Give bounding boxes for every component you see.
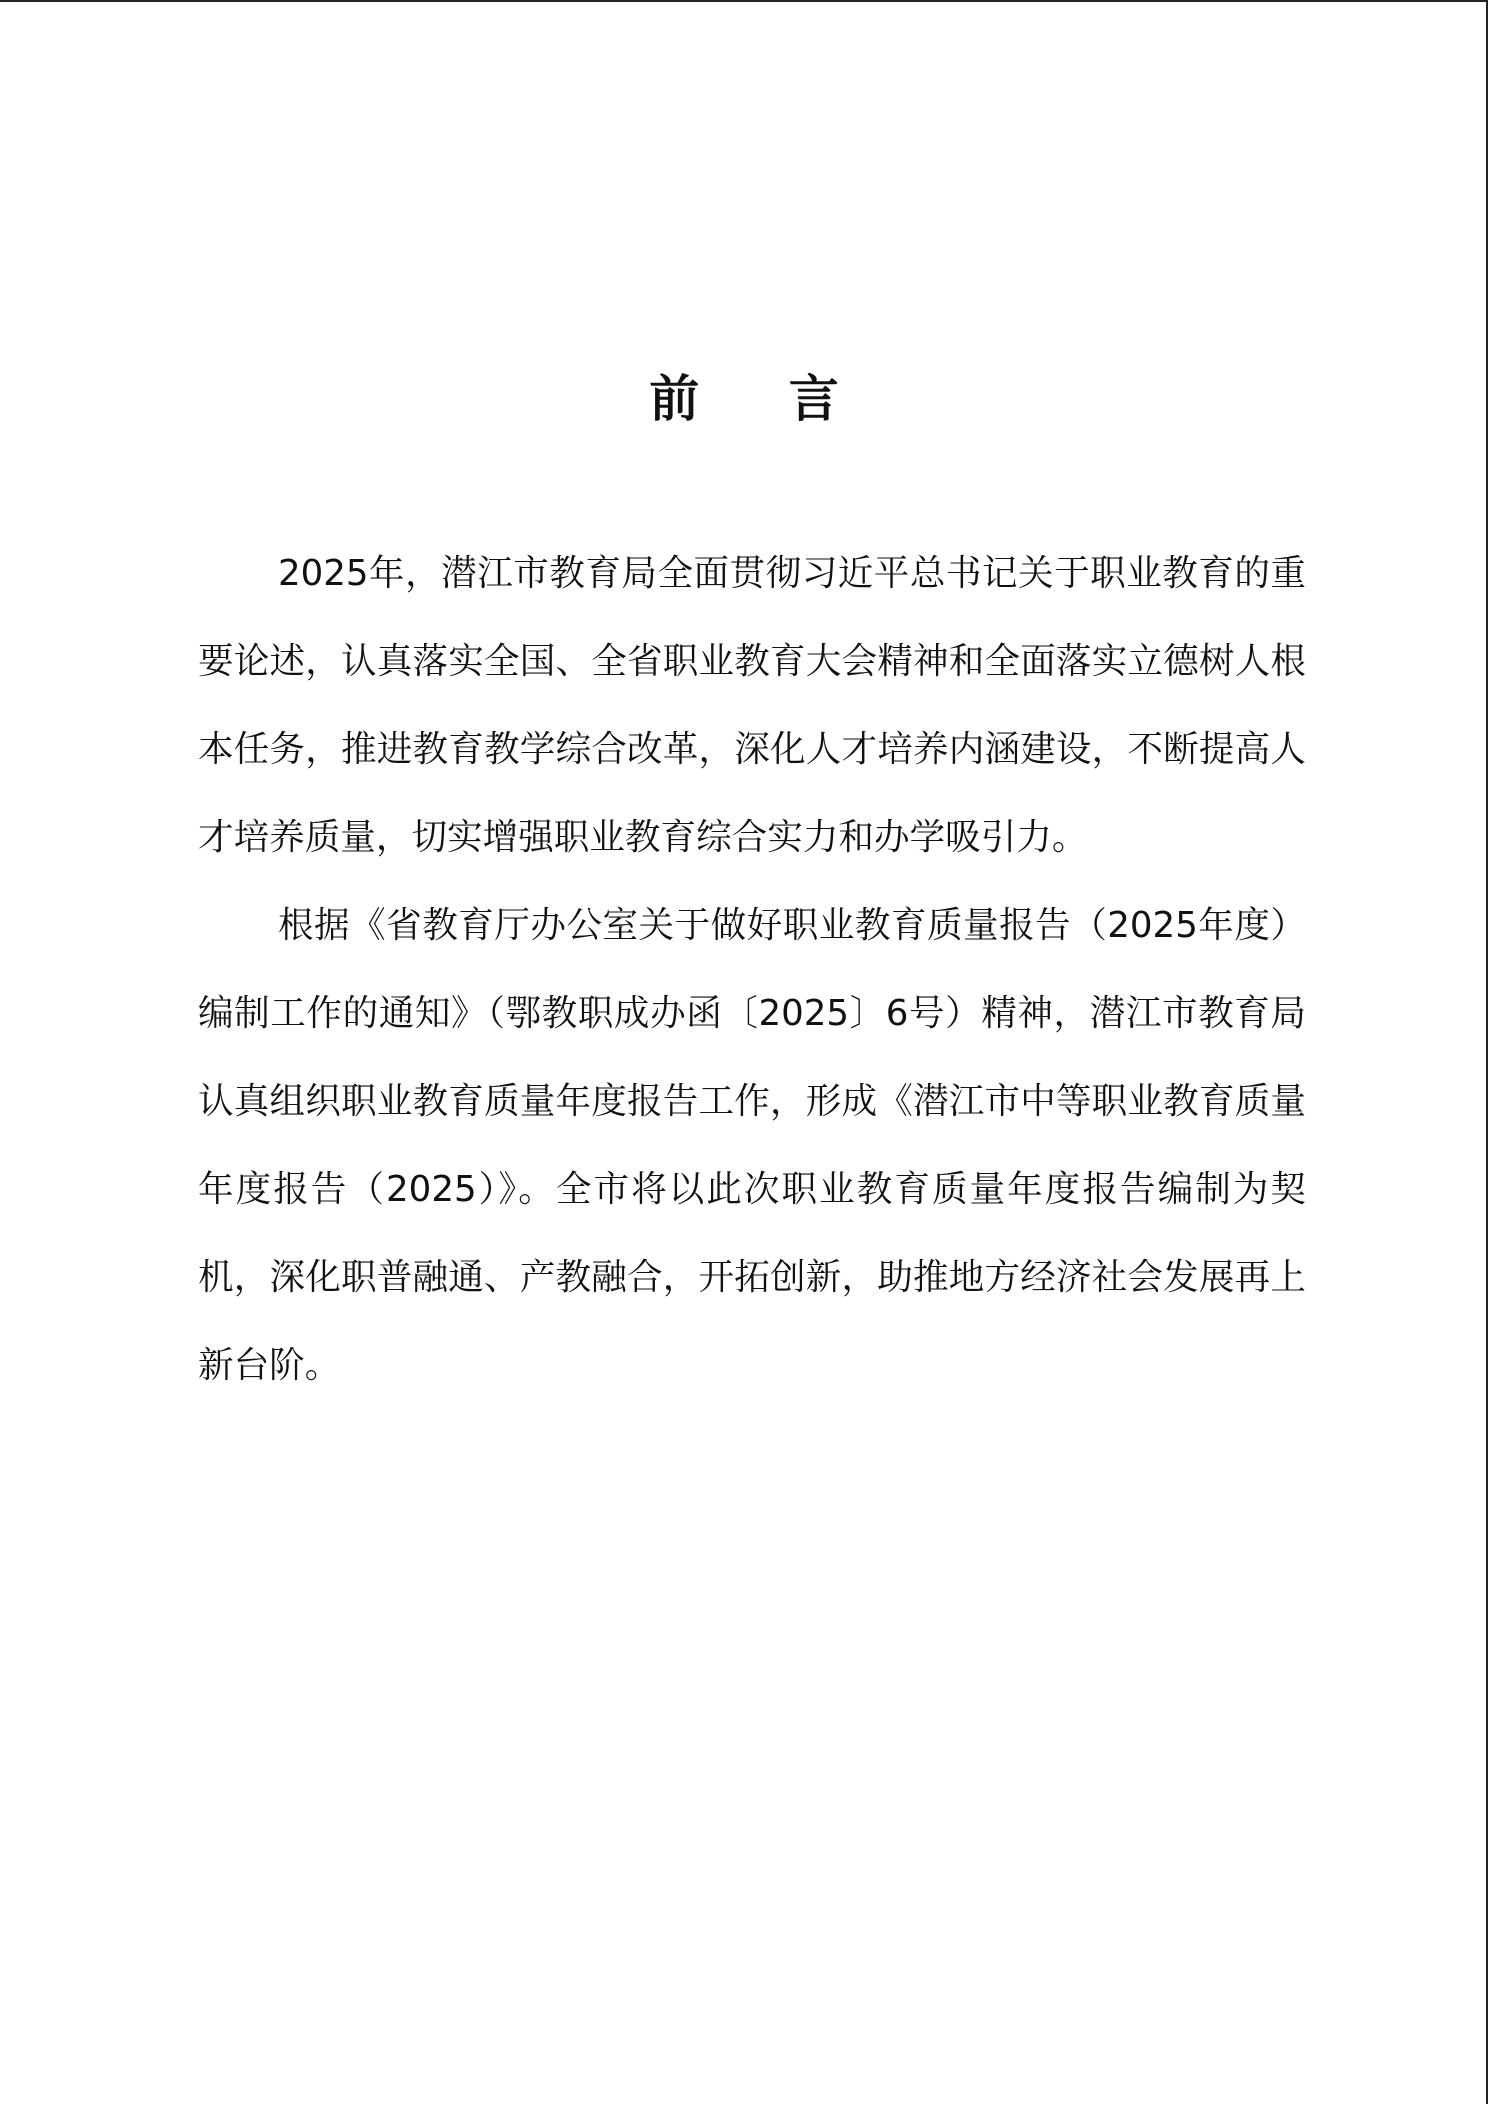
paragraph-2: 根据《省教育厅办公室关于做好职业教育质量报告（2025年度）编制工作的通知》（鄂教职成办函〔2025〕6号）精神，潜江市教育局认真组织职业教育质量年度报告工作，形成《潜江市中等职业教育质量年度报告（2025）》。全市将以此次职业教育质量年度报告编制为契机，深化职普融通、产教融合，开拓创新，助推地方经济社会发展再上新台阶。 — [198, 905, 1306, 1386]
page-title: 前 言 — [649, 368, 875, 428]
page-top-border — [0, 0, 1488, 2]
paragraph-1: 2025年，潜江市教育局全面贯彻习近平总书记关于职业教育的重要论述，认真落实全国、全省职业教育大会精神和全面落实立德树人根本任务，推进教育教学综合改革，深化人才培养内涵建设，不断提高人才培养质量，切实增强职业教育综合实力和办学吸引力。 — [198, 553, 1306, 858]
document-body — [198, 530, 1306, 1410]
